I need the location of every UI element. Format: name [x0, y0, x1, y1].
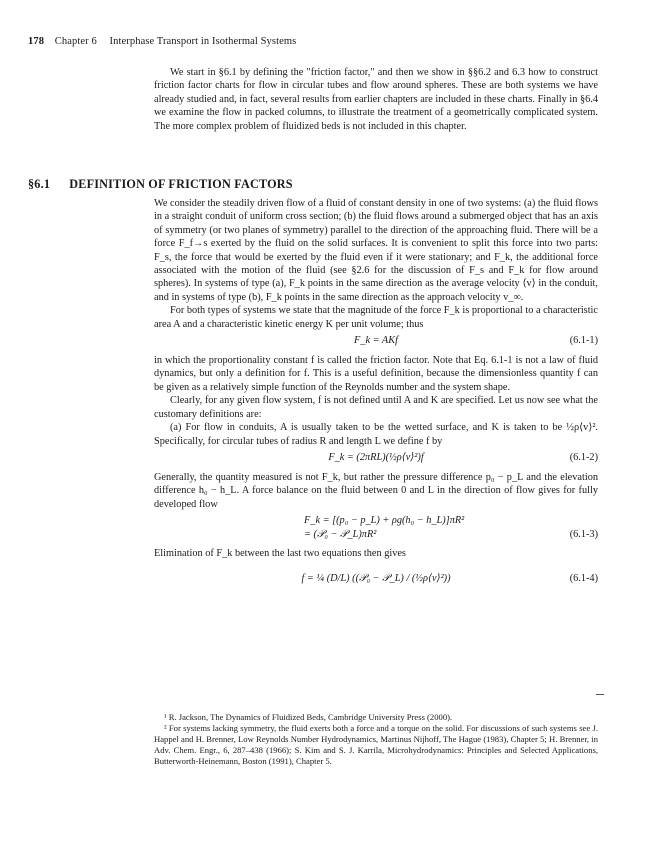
section-body [154, 197, 598, 601]
equation-expression: F_k = (2πRL)(½ρ⟨v⟩²)f [328, 451, 424, 463]
section-heading [28, 177, 588, 192]
footnote-2: ² For systems lacking symmetry, the fluid exerts both a force and a torque on the solid. For discussions of such systems see J. Happel and H. Brenner, Low Reynolds Number Hydrodynamics, Martinus Nijhoff, The Hague (1983), Chapter 5; H. Brenner, in Adv. Chem. Engr., 6, 287–438 (1966); S. Kim and S. J. Karrila, Microhydrodynamics: Principles and Selected Applications, Butterworth-Heinemann, Boston (1991), Chapter 5. [154, 723, 598, 766]
chapter-label: Chapter 6 [54, 36, 97, 47]
paragraph-systems: We consider the steadily driven flow of a fluid of constant density in one of two systems: (a) the fluid flows in a straight conduit of uniform cross section; (b) the fluid flows around a submerged object that has an axis of symmetry (or two planes of symmetry) parallel to the direction of the approaching fluid. There will be a force F_f→s exerted by the fluid on the solid surfaces. It is convenient to split this force into two parts: F_s, the force that would be exerted by the fluid even if it were stationary; and F_k, the additional force associated with the motion of the fluid (see §2.6 for the discussion of F_s and F_k for flow around spheres). In systems of type (a), F_k points in the same direction as the average velocity ⟨v⟩ in the conduit, and in systems of type (b), F_k points in the same direction as the approach velocity v_∞. [154, 198, 598, 303]
intro-paragraph: We start in §6.1 by defining the "friction factor," and then we show in §§6.2 and 6.3 how to construct friction factor charts for flow in circular tubes and flow around spheres. These are both systems we have already studied and, in fact, several results from earlier chapters are included in these charts. Finally in §6.4 we examine the flow in packed columns, to illustrate the treatment of a geometrically complicated system. The more complex problem of fluidized beds is not included in this chapter. [154, 67, 598, 132]
paragraph-definitions: Clearly, for any given flow system, f is not defined until A and K are specified. Let us now see what the customary definitions are: [154, 395, 598, 420]
running-header [28, 36, 628, 47]
equation-6-1-2 [154, 451, 598, 468]
equation-number: (6.1-4) [569, 572, 598, 584]
paragraph-proportionality: For both types of systems we state that the magnitude of the force F_k is proportional to a characteristic area A and a characteristic kinetic energy K per unit volume; thus [154, 305, 598, 330]
equation-line-2: = (𝒫₀ − 𝒫_L)πR² [304, 529, 377, 541]
paragraph-elimination: Elimination of F_k between the last two equations then gives [154, 548, 406, 560]
chapter-title: Interphase Transport in Isothermal Systems [109, 36, 297, 47]
footnotes [154, 712, 598, 767]
footnote-1: ¹ R. Jackson, The Dynamics of Fluidized Beds, Cambridge University Press (2000). [164, 712, 453, 722]
intro-block [154, 66, 598, 133]
equation-6-1-4 [154, 564, 598, 598]
equation-number: (6.1-1) [569, 335, 598, 347]
equation-expression: F_k = AKf [354, 335, 398, 347]
equation-6-1-3 [154, 514, 598, 544]
equation-line-1: F_k = [(p₀ − p_L) + ρg(h₀ − h_L)]πR² [304, 515, 465, 527]
equation-number: (6.1-2) [569, 451, 598, 463]
margin-mark [596, 694, 604, 695]
equation-number: (6.1-3) [569, 529, 598, 541]
paragraph-conduits: (a) For flow in conduits, A is usually taken to be the wetted surface, and K is taken to be ½ρ⟨v⟩². Specifically, for circular tubes of radius R and length L we define f by [154, 422, 598, 447]
equation-expression: f = ¼ (D/L) ((𝒫₀ − 𝒫_L) / (½ρ⟨v⟩²)) [301, 572, 451, 584]
paragraph-force-balance: Generally, the quantity measured is not F_k, but rather the pressure difference p₀ − p_L and the elevation difference h₀ − h_L. A force balance on the fluid between 0 and L in the direction of flow gives for fully developed flow [154, 471, 598, 510]
section-number: §6.1 [28, 177, 51, 191]
page-number: 178 [28, 36, 45, 47]
section-title: DEFINITION OF FRICTION FACTORS [69, 177, 293, 191]
paragraph-friction-factor: in which the proportionality constant f is called the friction factor. Note that Eq. 6.1-1 is not a law of fluid dynamics, but only a definition for f. This is a useful definition, because the dimensionless quantity f can be given as a relatively simple function of the Reynolds number and the system shape. [154, 355, 598, 393]
equation-6-1-1 [154, 334, 598, 351]
